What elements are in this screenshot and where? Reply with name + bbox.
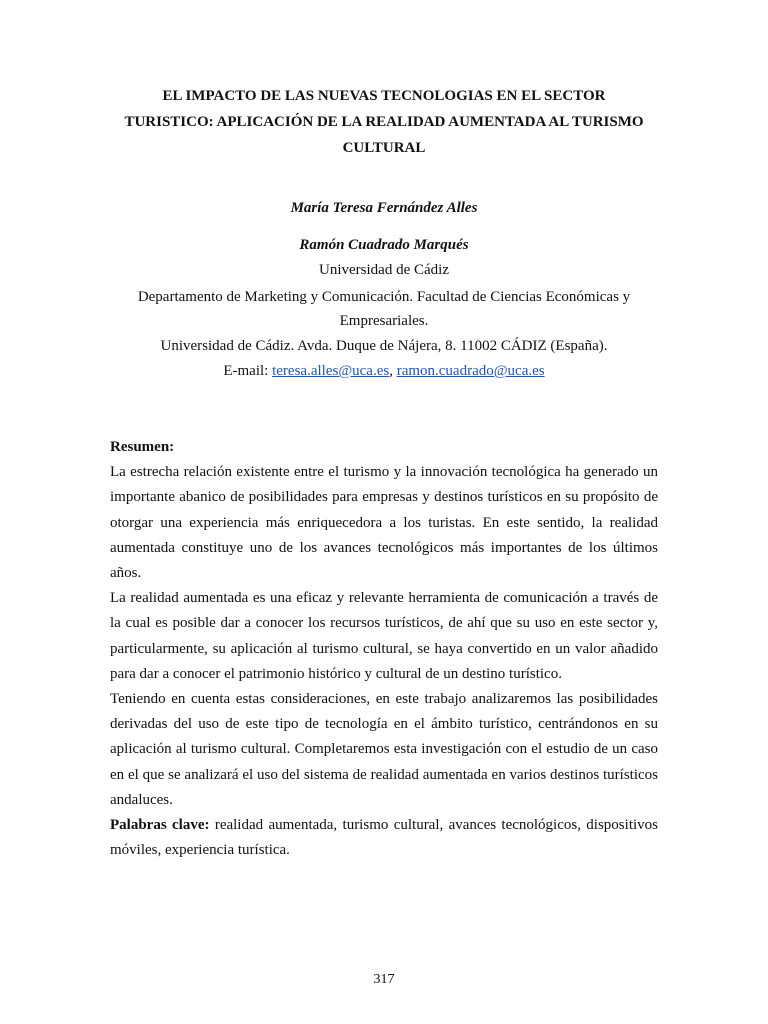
keywords (110, 813, 658, 863)
title-line-3: CULTURAL (342, 140, 426, 156)
email-link-1[interactable]: teresa.alles@uca.es (272, 363, 390, 379)
keywords-label: Palabras clave: (110, 817, 210, 834)
abstract-section (110, 435, 658, 863)
email-line (0, 359, 768, 383)
department: Departamento de Marketing y Comunicación. Facultad de Ciencias Económicas y Empresariales. (137, 289, 631, 329)
page-number: 317 (373, 972, 395, 987)
author-name-1: María Teresa Fernández Alles (290, 200, 478, 216)
title-line-2: TURISTICO: APLICACIÓN DE LA REALIDAD AUMENTADA AL TURISMO (124, 114, 644, 130)
email-label: E-mail: (223, 363, 269, 379)
author-name-2: Ramón Cuadrado Marqués (299, 237, 469, 253)
email-link-2[interactable]: ramon.cuadrado@uca.es (396, 363, 545, 379)
paper-title (100, 83, 668, 161)
email-separator: , (389, 363, 393, 379)
abstract-heading: Resumen: (110, 439, 175, 455)
abstract-paragraph: La realidad aumentada es una eficaz y relevante herramienta de comunicación a través de la cual es posible dar a conocer los recursos turísticos, de ahí que su uso en este sector y, particularmente, su aplicación al turismo cultural, se haya convertido en un valor añadido para dar a conocer el patrimonio histórico y cultural de un destino turístico. (110, 590, 658, 682)
abstract-paragraph: Teniendo en cuenta estas consideraciones, en este trabajo analizaremos las posibilidades derivadas del uso de este tipo de tecnología en el ámbito turístico, centrándonos en su aplicación al turismo cultural. Completaremos esta investigación con el estudio de un caso en el que se analizará el uso del sistema de realidad aumentada en varios destinos turísticos andaluces. (110, 691, 658, 808)
address: Universidad de Cádiz. Avda. Duque de Nájera, 8. 11002 CÁDIZ (España). (160, 338, 608, 354)
abstract-paragraph: La estrecha relación existente entre el turismo y la innovación tecnológica ha generado un importante abanico de posibilidades para empresas y destinos turísticos en su propósito de otorgar una experiencia más enriquecedora a los turistas. En este sentido, la realidad aumentada constituye uno de los avances tecnológicos más importantes de los últimos años. (110, 464, 658, 582)
university: Universidad de Cádiz (319, 262, 449, 278)
title-line-1: EL IMPACTO DE LAS NUEVAS TECNOLOGIAS EN EL SECTOR (162, 88, 606, 104)
keywords-text: realidad aumentada, turismo cultural, avances tecnológicos, dispositivos móviles, experiencia turística. (110, 817, 658, 859)
